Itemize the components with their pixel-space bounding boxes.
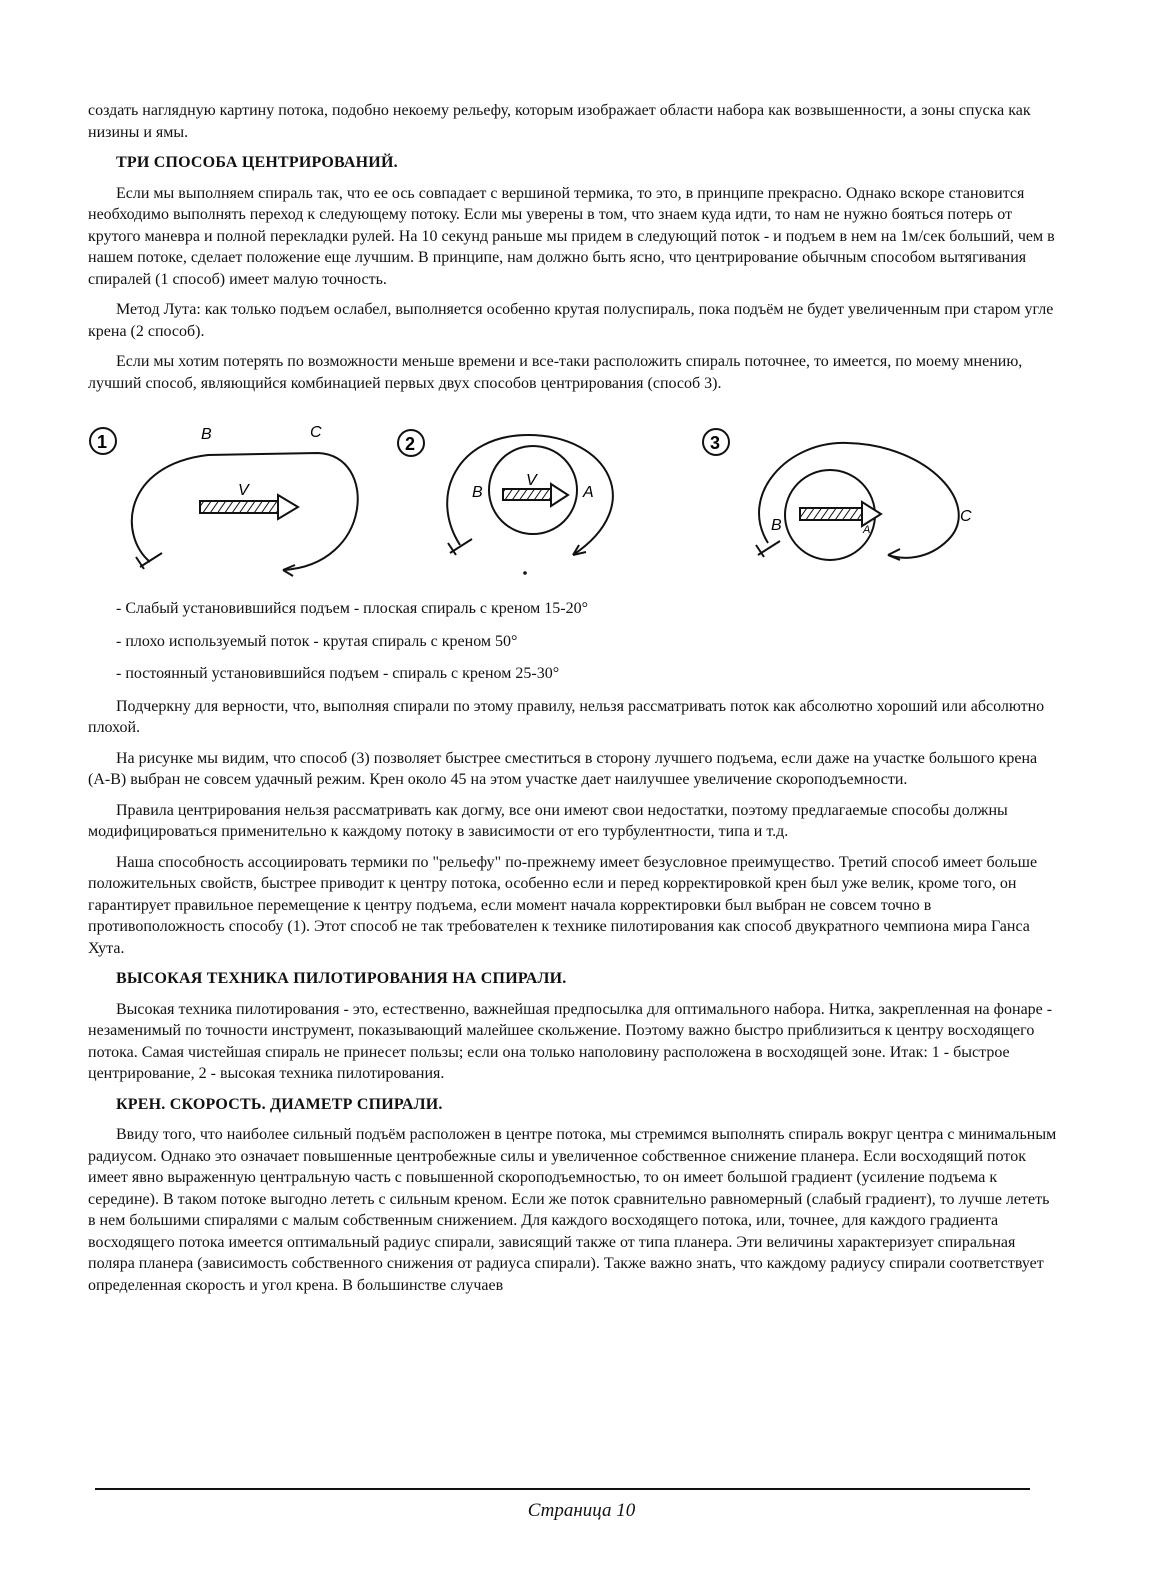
footer-divider [95,1488,1030,1490]
stray-dot [523,571,527,575]
paragraph: Подчеркну для верности, что, выполняя спирали по этому правилу, нельзя рассматривать поток как абсолютно хороший или абсолютно плохой. [88,697,1045,736]
velocity-arrow-body-1 [200,501,278,513]
diagram-method-3 [703,429,959,560]
section-heading-centering: ТРИ СПОСОБА ЦЕНТРИРОВАНИЙ. [116,154,398,171]
page-number: Страница 10 [527,1500,636,1521]
label-b-1: B [201,426,212,443]
section-heading-technique: ВЫСОКАЯ ТЕХНИКА ПИЛОТИРОВАНИЯ НА СПИРАЛИ. [116,970,567,987]
paragraph: Если мы хотим потерять по возможности меньше времени и все-таки расположить спираль поточнее, то имеется, по моему мнению, лучший способ, являющийся комбинацией первых двух способов центрирования (способ 3). [88,353,1023,392]
list-item: - постоянный установившийся подъем - спираль с креном 25-30° [116,665,560,682]
arrowhead-3 [888,549,900,560]
list-item: - Слабый установившийся подъем - плоская спираль с креном 15-20° [116,600,589,617]
label-b-3: B [771,517,782,534]
start-mark-1 [136,553,162,569]
section-heading-bank-speed: КРЕН. СКОРОСТЬ. ДИАМЕТР СПИРАЛИ. [116,1095,443,1113]
paragraph: Если мы выполняем спираль так, что ее ось совпадает с вершиной термика, то это, в принципе прекрасно. Однако вскоре становится необходимо выполнять переход к следующему потоку. Если мы уверены в том, что знаем куда идти, то нам не нужно бояться потерь от крутого маневра и полной перекладки рулей. На 10 секунд раньше мы придем в следующий поток - и подъем в нем на 1м/сек больший, чем в нашем потоке, сделает положение еще лучшим. В принципе, нам должно быть ясно, что центрирование обычным способом вытягивания спиралей (1 способ) имеет малую точность. [88,184,1055,288]
number-label-1: 1 [97,432,108,452]
intro-paragraph: создать наглядную картину потока, подобно некоему рельефу, которым изображает области набора как возвышенности, а зоны спуска как низины и ямы. [88,102,1031,141]
centering-diagrams-svg [88,425,1088,590]
diagram-method-1 [90,428,358,576]
velocity-arrow-body-3 [800,508,862,520]
spiral-path-3 [759,443,959,558]
paragraph: Ввиду того, что наиболее сильный подъём расположен в центре потока, мы стремимся выполнять спираль вокруг центра с минимальным радиусом. Однако это означает повышенные центробежные силы и увеличенное собственное снижение планера. Если восходящий поток имеет явно выраженную центральную часть с повышенной скороподъемностью, то он имеет большой градиент (усиление подъема к середине). В таком потоке выгодно лететь с сильным креном. Если же поток сравнительно равномерный (слабый градиент), то лучше лететь в нем большими спиралями с малым собственным снижением. Для каждого восходящего потока, или, точнее, для каждого градиента восходящего потока имеется оптимальный радиус спирали, зависящий также от типа планера. Эти величины характеризует спиральная поляра планера (зависимость собственного снижения от радиуса спирали). Также важно знать, что каждому радиусу спирали соответствует определенная скорость и угол крена. В большинстве случаев [88,1126,1057,1294]
paragraph: Правила центрирования нельзя рассматривать как догму, все они имеют свои недостатки, поэтому предлагаемые способы должны модифицироваться применительно к каждому потоку в зависимости от его турбулентности, типа и т.д. [88,801,1008,840]
start-mark-3 [756,541,780,557]
label-v-2: V [526,472,537,489]
label-c-1: C [310,425,322,441]
bottom-text-block [88,598,1060,1305]
paragraph: Высокая техника пилотирования - это, естественно, важнейшая предпосылка для оптимального набора. Нитка, закрепленная на фонаре - незаменимый по точности инструмент, показывающий малейшее скольжение. Поэтому важно быстро приблизиться к центру восходящего потока. Самая чистейшая спираль не принесет пользы; если она только наполовину расположена в восходящей зоне. Итак: 1 - быстрое центрирование, 2 - высокая техника пилотирования. [88,1000,1053,1082]
paragraph: Метод Лута: как только подъем ослабел, выполняется особенно крутая полуспираль, пока подъём не будет увеличенным при старом угле крена (2 способ). [88,301,1054,340]
velocity-arrow-body-2 [503,489,551,500]
list-item: - плохо используемый поток - крутая спираль с креном 50° [116,632,518,650]
label-v-1: V [238,482,249,499]
label-a-3: A [863,524,871,536]
velocity-arrow-head-1 [278,495,298,519]
number-label-2: 2 [405,434,416,454]
number-label-3: 3 [710,433,721,453]
label-c-3: C [960,508,972,525]
velocity-arrow-head-2 [551,484,568,506]
label-a-2: A [583,484,594,501]
velocity-arrow-head-3 [862,502,881,526]
paragraph: Наша способность ассоциировать термики по "рельефу" по-прежнему имеет безусловное преимущество. Третий способ имеет больше положительных свойств, быстрее приводит к центру потока, особенно если и перед корректировкой крен был уже велик, кроме того, он гарантирует правильное перемещение к центру подъема, если момент начала корректировки был выбран не совсем точно в противоположность способу (1). Этот способ не так требователен к технике пилотирования как способ двукратного чемпиона мира Ганса Хута. [88,853,1038,957]
diagram-method-2 [398,430,613,555]
paragraph: На рисунке мы видим, что способ (3) позволяет быстрее сместиться в сторону лучшего подъема, если даже на участке большого крена (А-В) выбран не совсем удачный режим. Крен около 45 на этом участке дает наилучшее увеличение скороподъемности. [88,749,1038,788]
label-b-2: B [472,484,483,501]
start-mark-2 [448,539,472,555]
centering-methods-figure [88,425,1088,590]
top-text-block [88,100,1060,403]
